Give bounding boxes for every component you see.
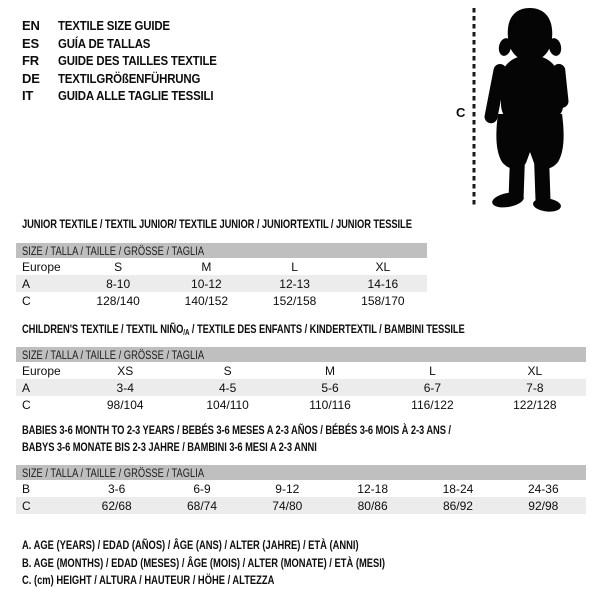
row-label: C: [22, 293, 31, 308]
size-table: [16, 465, 586, 514]
cell-value: 98/104: [106, 397, 144, 412]
cell-value: XL: [375, 259, 391, 274]
cell-value: 24-36: [527, 481, 559, 496]
cell-value: M: [201, 259, 212, 274]
cell-value: 110/116: [309, 397, 351, 412]
cell-value: 5-6: [321, 380, 339, 395]
table-title: [22, 422, 586, 456]
table-title-line: CHILDREN'S TEXTILE / TEXTIL $NIÑO_{/A}$ / TEXTILE DES ENFANTS / KINDERTEXTIL / BAMBINI TESSILE: [22, 322, 465, 337]
cell-value: 7-8: [526, 380, 544, 395]
language-title: TEXTILE SIZE GUIDE: [58, 18, 170, 34]
cell-value: S: [223, 363, 232, 378]
cell-value: 68/74: [186, 498, 217, 513]
cell-value: 92/98: [528, 498, 559, 513]
table-section-children: [16, 321, 586, 413]
language-code: DE: [22, 70, 40, 86]
cell-value: 62/68: [101, 498, 132, 513]
language-row: [22, 52, 238, 70]
footnote-line: C. (cm) HEIGHT / ALTURA / HAUTEUR / HÖHE / ALTEZZA: [22, 573, 275, 587]
cell-value: 140/152: [184, 293, 229, 308]
table-title-line: BABIES 3-6 MONTH TO 2-3 YEARS / BEBÉS 3-6 MESES A 2-3 AÑOS / BÉBÉS 3-6 MOIS À 2-3 ANS /: [22, 423, 451, 437]
row-label: Europe: [22, 259, 61, 274]
toddler-silhouette: [483, 8, 569, 212]
size-table: [16, 347, 586, 413]
table-title-line: BABYS 3-6 MONATE BIS 2-3 JAHRE / BAMBINI 3-6 MESI A 2-3 ANNI: [22, 440, 317, 454]
row-label: B: [22, 481, 31, 496]
language-code: IT: [22, 88, 34, 104]
cell-value: 6-9: [193, 481, 211, 496]
table-size-header: SIZE / TALLA / TAILLE / GRÖSSE / TAGLIA: [16, 243, 427, 258]
height-marker-label: C: [456, 105, 466, 120]
cell-value: 80/86: [357, 498, 388, 513]
language-code: EN: [22, 18, 40, 34]
row-label: A: [22, 380, 31, 395]
language-title: GUIDA ALLE TAGLIE TESSILI: [58, 88, 214, 104]
row-label: Europe: [22, 363, 61, 378]
table-section-babies: [16, 422, 586, 514]
cell-value: XS: [117, 363, 134, 378]
language-row: [22, 70, 238, 88]
table-row: [16, 396, 586, 413]
cell-value: 158/170: [361, 293, 405, 308]
footnote-line: B. AGE (MONTHS) / EDAD (MESES) / ÂGE (MOIS) / ALTER (MONATE) / ETÀ (MESI): [22, 555, 385, 570]
table-section-junior: [16, 216, 427, 309]
language-row: [22, 87, 238, 105]
table-row: [16, 480, 586, 497]
cell-value: 116/122: [411, 397, 454, 412]
language-title: GUÍA DE TALLAS: [58, 35, 151, 51]
cell-value: 12-18: [357, 481, 388, 496]
cell-value: 128/140: [96, 293, 140, 308]
cell-value: 3-4: [116, 380, 134, 395]
cell-value: 104/110: [206, 397, 249, 412]
cell-value: S: [114, 259, 123, 274]
table-row: [16, 275, 427, 292]
table-row: [16, 362, 586, 379]
table-size-header: SIZE / TALLA / TAILLE / GRÖSSE / TAGLIA: [16, 465, 586, 480]
row-label: A: [22, 276, 31, 291]
cell-value: 74/80: [272, 498, 303, 513]
language-title-list: [22, 17, 238, 105]
row-label: C: [22, 397, 31, 412]
language-code: ES: [22, 35, 39, 51]
toddler-silhouette-icon: [468, 4, 588, 212]
cell-value: 18-24: [442, 481, 474, 496]
cell-value: 152/158: [272, 293, 317, 308]
table-title: [22, 321, 586, 338]
cell-value: M: [325, 363, 336, 378]
language-title: GUIDE DES TAILLES TEXTILE: [58, 53, 217, 69]
size-table: [16, 243, 427, 309]
table-row: [16, 497, 586, 514]
cell-value: 8-10: [106, 276, 131, 291]
row-label: C: [22, 498, 31, 513]
cell-value: L: [429, 363, 436, 378]
table-row: [16, 292, 427, 309]
language-code: FR: [22, 53, 39, 69]
cell-value: 4-5: [218, 380, 237, 395]
cell-value: 86/92: [442, 498, 473, 513]
table-title: [22, 216, 427, 233]
cell-value: 10-12: [191, 276, 222, 291]
cell-value: 3-6: [107, 481, 126, 496]
table-title-line: JUNIOR TEXTILE / TEXTIL JUNIOR/ TEXTILE JUNIOR / JUNIORTEXTIL / JUNIOR TESSILE: [22, 217, 412, 231]
cell-value: 14-16: [367, 276, 399, 291]
footnote-legend: [22, 537, 487, 590]
cell-value: L: [291, 259, 298, 274]
cell-value: 9-12: [275, 481, 300, 496]
language-row: [22, 35, 238, 53]
footnote-line: A. AGE (YEARS) / EDAD (AÑOS) / ÂGE (ANS) / ALTER (JAHRE) / ETÀ (ANNI): [22, 538, 359, 552]
language-title: TEXTILGRÖßENFÜHRUNG: [58, 70, 201, 86]
cell-value: 122/128: [513, 397, 557, 412]
table-row: [16, 379, 586, 396]
cell-value: 6-7: [423, 380, 442, 395]
table-row: [16, 258, 427, 275]
language-row: [22, 17, 238, 35]
cell-value: XL: [527, 363, 543, 378]
table-size-header: SIZE / TALLA / TAILLE / GRÖSSE / TAGLIA: [16, 347, 586, 362]
cell-value: 12-13: [279, 276, 310, 291]
